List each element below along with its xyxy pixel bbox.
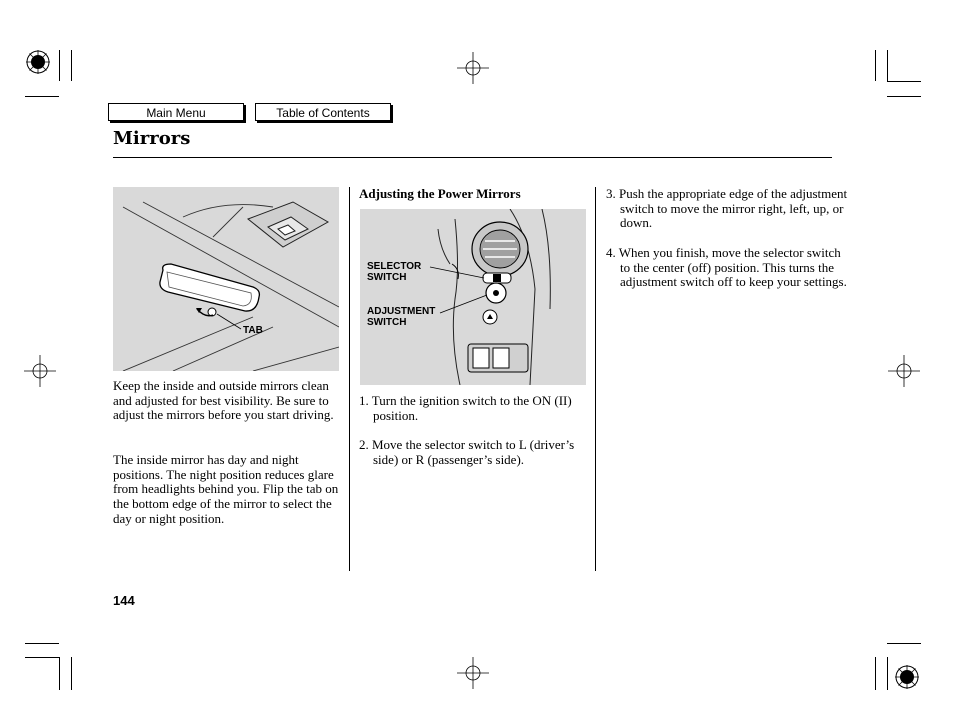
power-mirror-switch-figure: [360, 209, 586, 385]
section-heading-power-mirrors: Adjusting the Power Mirrors: [359, 186, 521, 201]
step-1: 1. Turn the ignition switch to the ON (II) position.: [359, 393, 572, 423]
column-divider-1: [349, 187, 350, 571]
paragraph-keep-mirrors-clean: Keep the inside and outside mirrors clean and adjusted for best visibility. Be sure to adjust the mirrors before you start driving.: [113, 378, 334, 423]
table-of-contents-button[interactable]: Table of Contents: [255, 103, 391, 121]
inside-mirror-figure: [113, 187, 339, 371]
figure-label-tab: TAB: [243, 325, 263, 336]
step-3: 3. Push the appropriate edge of the adjustment switch to move the mirror right, left, up, or down.: [606, 186, 848, 231]
column-divider-2: [595, 187, 596, 571]
adjustment-label-line2: SWITCH: [367, 317, 407, 328]
mirror-switch-illustration: [360, 209, 586, 385]
figure-label-selector-switch: [367, 261, 421, 283]
inside-mirror-illustration: [113, 187, 339, 371]
paragraph-day-night-positions: The inside mirror has day and night positions. The night position reduces glare from headlights behind you. Flip the tab on the bottom edge of the mirror to select the day or night position.: [113, 452, 339, 526]
page-title: Mirrors: [113, 128, 191, 149]
figure-label-adjustment-switch: [367, 306, 435, 328]
selector-label-line2: SWITCH: [367, 272, 407, 283]
selector-label-line1: SELECTOR: [367, 261, 422, 272]
adjustment-label-line1: ADJUSTMENT: [367, 306, 436, 317]
page-number: 144: [113, 593, 135, 608]
step-4: 4. When you finish, move the selector switch to the center (off) position. This turns the adjustment switch off to keep your settings.: [606, 245, 847, 290]
main-menu-button[interactable]: Main Menu: [108, 103, 244, 121]
title-rule: [113, 157, 832, 158]
step-2: 2. Move the selector switch to L (driver’s side) or R (passenger’s side).: [359, 437, 575, 467]
